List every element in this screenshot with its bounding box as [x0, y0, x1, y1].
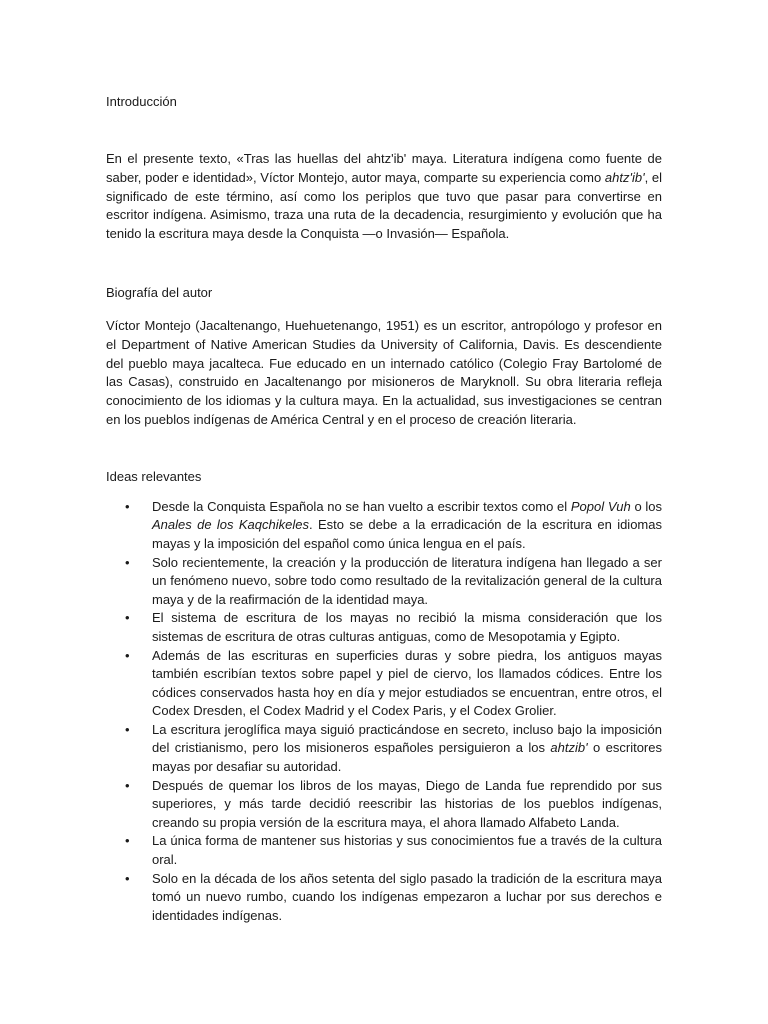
list-item	[106, 721, 662, 777]
bullet-icon: •	[125, 498, 130, 514]
bio-paragraph: Víctor Montejo (Jacaltenango, Huehuetenango, 1951) es un escritor, antropólogo y profesor en el Department of Native American Studies da University of California, Davis. Es descendiente del pueblo maya jacalteca. Fue educado en un internado católico (Colegio Fray Bartolomé de las Casas), construido en Jacaltenango por misioneros de Maryknoll. Su obra literaria refleja conocimiento de los idiomas y la cultura maya. En la actualidad, sus investigaciones se centran en los pueblos indígenas de América Central y en el proceso de creación literaria.	[106, 317, 662, 427]
list-item	[106, 554, 662, 610]
item-italic-title: Popol Vuh	[570, 498, 631, 514]
list-item	[106, 609, 662, 646]
intro-text-2: , el significado de este término, así como los periplos que tuvo que pasar para convertirse en escritor indígena. Asimismo, traza una ruta de la decadencia, resurgimiento y evolución que ha tenido la escritura maya desde la Conquista —o Invasión— Española.	[106, 169, 663, 242]
list-item	[106, 832, 662, 869]
item-text: Desde la Conquista Española no se han vuelto a escribir textos como el	[152, 498, 571, 514]
bullet-icon: •	[125, 721, 130, 737]
bullet-icon: •	[125, 777, 130, 793]
item-text: La única forma de mantener sus historias y sus conocimientos fue a través de la cultura oral.	[152, 833, 662, 868]
list-item	[106, 870, 662, 926]
item-text: Solo recientemente, la creación y la producción de literatura indígena han llegado a ser un fenómeno nuevo, sobre todo como resultado de la revitalización general de la cultura maya y de la reafirmación de la identidad maya.	[152, 554, 662, 607]
ideas-heading: Ideas relevantes	[106, 468, 202, 484]
item-text: El sistema de escritura de los mayas no recibió la misma consideración que los sistemas de escritura de otras culturas antiguas, como de Mesopotamia y Egipto.	[152, 610, 662, 644]
list-item	[106, 777, 662, 833]
document-body	[106, 93, 662, 925]
item-text: Además de las escrituras en superficies duras y sobre piedra, los antiguos mayas también escribían textos sobre papel y piel de ciervo, los llamados códices. Entre los códices conservados hasta hoy en día y mejor estudiados se encuentran, entre otros, el Codex Dresden, el Codex Madrid y el Codex Paris, y el Codex Grolier.	[152, 647, 662, 719]
list-item	[106, 647, 662, 721]
intro-text-1: En el presente texto, «Tras las huellas del ahtz'ib' maya. Literatura indígena como fuente de saber, poder e identidad», Víctor Montejo, autor maya, comparte su experiencia como	[106, 151, 662, 185]
intro-paragraph	[106, 150, 662, 244]
item-text: o los	[630, 498, 663, 514]
item-italic-title: Anales de los Kaqchikeles	[152, 517, 309, 533]
list-item	[106, 498, 662, 554]
bullet-icon: •	[125, 647, 130, 663]
item-text: La escritura jeroglífica maya siguió practicándose en secreto, incluso bajo la imposición del cristianismo, pero los misioneros españoles persiguieron a los	[152, 721, 662, 756]
ideas-list	[106, 498, 662, 926]
item-text: Solo en la década de los años setenta del siglo pasado la tradición de la escritura maya tomó un nuevo rumbo, cuando los indígenas empezaron a luchar por sus derechos e identidades indígenas.	[152, 870, 662, 923]
intro-term-italic: ahtz'ib'	[604, 169, 645, 185]
item-text: . Esto se debe a la erradicación de la escritura en idiomas mayas y la imposición del español como única lengua en el país.	[152, 517, 662, 551]
bullet-icon: •	[125, 554, 130, 570]
bullet-icon: •	[125, 870, 130, 886]
bio-heading: Biografía del autor	[106, 284, 213, 300]
item-text: o escritores mayas por desafiar su autoridad.	[152, 740, 662, 775]
bullet-icon: •	[125, 610, 130, 626]
bullet-icon: •	[125, 833, 130, 849]
intro-heading: Introducción	[106, 94, 177, 109]
item-italic-term: ahtzib'	[550, 740, 588, 756]
item-text: Después de quemar los libros de los mayas, Diego de Landa fue reprendido por sus superiores, y más tarde decidió reescribir las historias de los pueblos indígenas, creando su propia versión de la escritura maya, el ahora llamado Alfabeto Landa.	[152, 777, 662, 830]
